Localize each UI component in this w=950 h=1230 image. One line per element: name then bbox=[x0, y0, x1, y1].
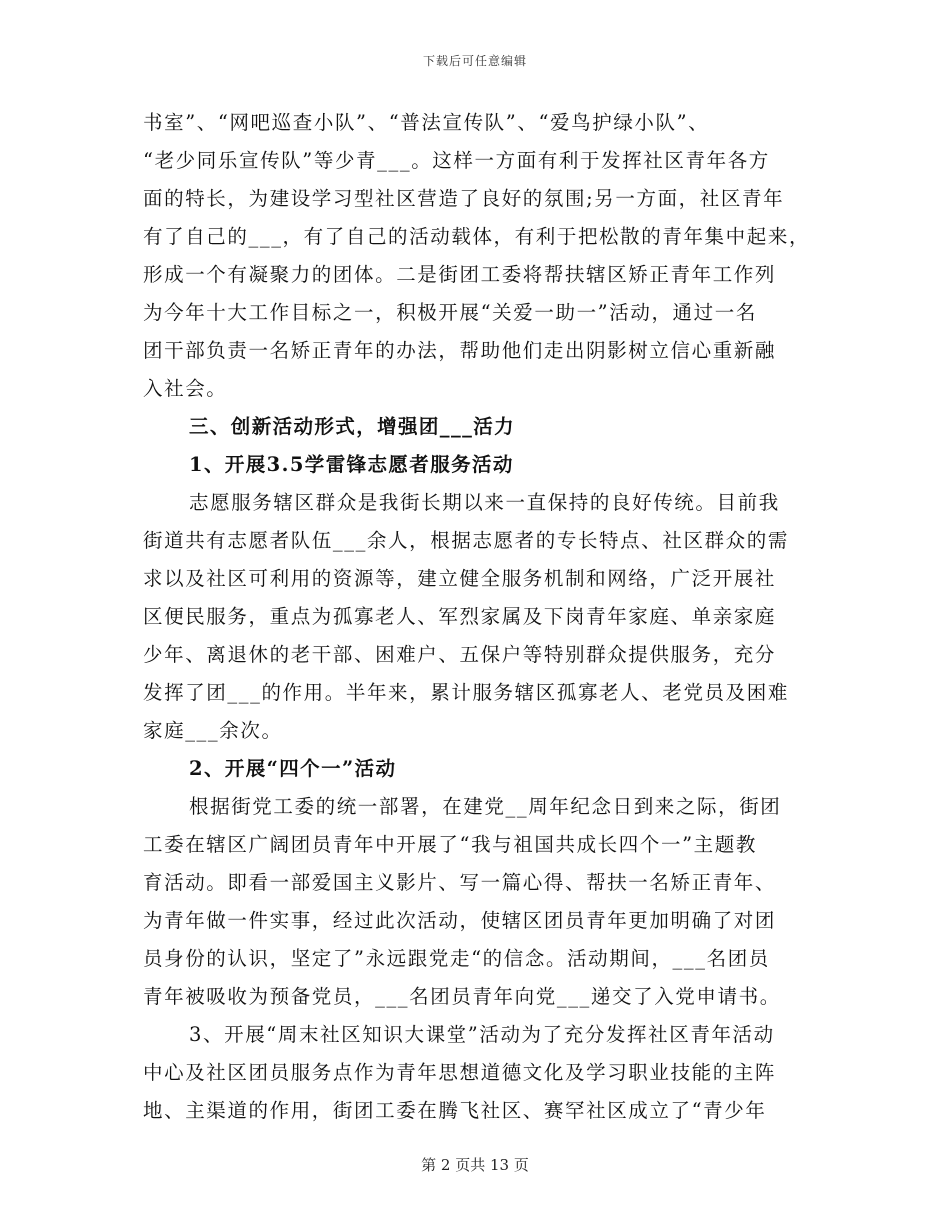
paragraph-line: 地、主渠道的作用，街团工委在腾飞社区、赛罕社区成立了“青少年 bbox=[143, 1099, 767, 1122]
paragraph-line: 中心及社区团员服务点作为青年思想道德文化及学习职业技能的主阵 bbox=[143, 1061, 777, 1084]
page-footer: 第 2 页共 13 页 bbox=[421, 1156, 529, 1174]
paragraph-line: 求以及社区可利用的资源等，建立健全服务机制和网络，广泛开展社 bbox=[143, 567, 777, 590]
paragraph-line: 街道共有志愿者队伍___余人，根据志愿者的专长特点、社区群众的需 bbox=[143, 529, 789, 552]
paragraph-line: 书室”、“网吧巡查小队”、“普法宣传队”、“爱鸟护绿小队”、 bbox=[143, 111, 710, 134]
paragraph-line: 发挥了团___的作用。半年来，累计服务辖区孤寡老人、老党员及困难 bbox=[143, 681, 789, 704]
paragraph-line: 青年被吸收为预备党员，___名团员青年向党___递交了入党申请书。 bbox=[143, 985, 781, 1008]
paragraph-line: 团干部负责一名矫正青年的办法，帮助他们走出阴影树立信心重新融 bbox=[143, 339, 777, 362]
document-body bbox=[143, 104, 815, 1130]
page-header: 下载后可任意编辑 bbox=[422, 54, 527, 68]
subsection-heading: 1、开展3.5学雷锋志愿者服务活动 bbox=[189, 453, 514, 476]
paragraph-line: 面的特长，为建设学习型社区营造了良好的氛围;另一方面，社区青年 bbox=[143, 187, 785, 210]
paragraph-line: 3、开展“周末社区知识大课堂”活动为了充分发挥社区青年活动 bbox=[189, 1023, 775, 1046]
paragraph-line: 区便民服务，重点为孤寡老人、军烈家属及下岗青年家庭、单亲家庭 bbox=[143, 605, 777, 628]
paragraph-line: 工委在辖区广阔团员青年中开展了“我与祖国共成长四个一”主题教 bbox=[143, 833, 757, 856]
paragraph-line: 为今年十大工作目标之一，积极开展“关爱一助一”活动，通过一名 bbox=[143, 301, 757, 324]
section-heading: 三、创新活动形式，增强团___活力 bbox=[189, 415, 516, 438]
paragraph-line: “老少同乐宣传队”等少青___。这样一方面有利于发挥社区青年各方 bbox=[143, 149, 770, 172]
paragraph-line: 形成一个有凝聚力的团体。二是街团工委将帮扶辖区矫正青年工作列 bbox=[143, 263, 777, 286]
paragraph-line: 为青年做一件实事，经过此次活动，使辖区团员青年更加明确了对团 bbox=[143, 909, 777, 932]
subsection-heading: 2、开展“四个一”活动 bbox=[189, 757, 397, 780]
paragraph-line: 少年、离退休的老干部、困难户、五保户等特别群众提供服务，充分 bbox=[143, 643, 777, 666]
paragraph-line: 有了自己的___，有了自己的活动载体，有利于把松散的青年集中起来， bbox=[143, 225, 811, 248]
paragraph-line: 家庭___余次。 bbox=[143, 719, 283, 742]
paragraph-line: 入社会。 bbox=[143, 377, 228, 400]
paragraph-line: 根据街党工委的统一部署，在建党__周年纪念日到来之际，街团 bbox=[189, 795, 782, 818]
paragraph-line: 育活动。即看一部爱国主义影片、写一篇心得、帮扶一名矫正青年、 bbox=[143, 871, 777, 894]
paragraph-line: 员身份的认识，坚定了”永远跟党走“的信念。活动期间，___名团员 bbox=[143, 947, 770, 970]
paragraph-line: 志愿服务辖区群众是我街长期以来一直保持的良好传统。目前我 bbox=[189, 491, 780, 514]
